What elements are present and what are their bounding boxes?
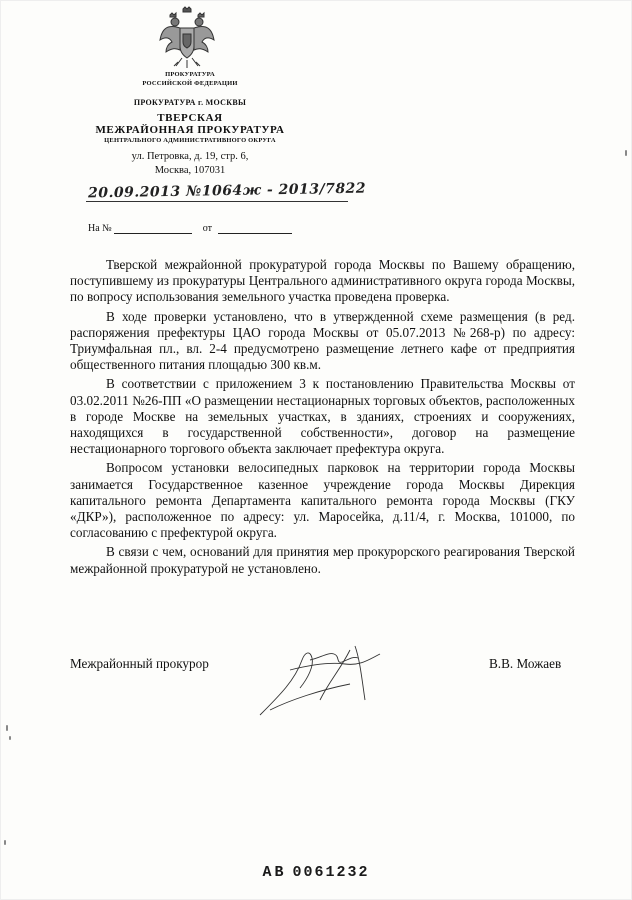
org-line1: ПРОКУРАТУРА	[165, 71, 215, 78]
na-label: На №	[88, 223, 112, 234]
signatory-title: Межрайонный прокурор	[70, 656, 209, 671]
serial-number: 0061232	[292, 864, 370, 881]
paragraph-1: Тверской межрайонной прокуратурой города Москвы по Вашему обращению, поступившему из прокуратуры Центрального административного округа города Москвы, по вопросу использования земельного участка проведена проверка.	[70, 257, 575, 305]
scan-speck	[9, 736, 11, 740]
signatory-name: В.В. Можаев	[489, 656, 562, 671]
double-headed-eagle-emblem	[158, 6, 216, 70]
na-blank	[114, 223, 192, 234]
reference-line	[88, 223, 292, 234]
dept-line1: ТВЕРСКАЯ	[157, 112, 223, 124]
org-line3: ПРОКУРАТУРА г. МОСКВЫ	[133, 98, 247, 107]
paragraph-2: В ходе проверки установлено, что в утвержденной схеме размещения (в ред. распоряжения префектуры ЦАО города Москвы от 05.07.2013 №268-р) по адресу: Триумфальная пл., вл. 2-4 предусмотрено размещение летнего кафе от предприятия общественного питания площадью 300 кв.м.	[70, 308, 575, 373]
paragraph-4: Вопросом установки велосипедных парковок на территории города Москвы занимается Государственное казенное учреждение города Москвы Дирекция капитального ремонта Департамента капитального ремонта города Москвы (ГКУ «ДКР»), расположенное по адресу: ул. Маросейка, д.11/4, г. Москва, 101000, по согласованию с префектурой округа.	[70, 460, 575, 541]
address-line1: ул. Петровка, д. 19, стр. 6,	[131, 151, 249, 162]
dept-line2: МЕЖРАЙОННАЯ ПРОКУРАТУРА	[95, 124, 285, 136]
ot-label: от	[202, 223, 212, 234]
address-line2: Москва, 107031	[154, 165, 226, 176]
handwritten-registration: 20.09.2013 №1064ж - 2013/7822	[87, 180, 367, 202]
letter-body	[70, 257, 575, 580]
dept-line3: ЦЕНТРАЛЬНОГО АДМИНИСТРАТИВНОГО ОКРУГА	[104, 137, 276, 144]
serial-prefix: АВ	[262, 864, 287, 881]
org-line2: РОССИЙСКОЙ ФЕДЕРАЦИИ	[142, 80, 238, 87]
scan-speck	[4, 840, 6, 845]
form-serial-number	[0, 864, 632, 881]
scan-speck	[6, 725, 8, 731]
scan-speck	[625, 150, 627, 156]
handwritten-signature	[250, 640, 400, 720]
ot-blank	[218, 223, 292, 234]
paragraph-3: В соответствии с приложением 3 к постановлению Правительства Москвы от 03.02.2011 №26-ПП «О размещении нестационарных торговых объектов, расположенных в городе Москве на земельных участках, в зданиях, строениях и сооружениях, находящихся в государственной собственности», договор на размещение нестационарного торгового объекта заключает префектура округа.	[70, 376, 575, 457]
paragraph-5: В связи с чем, оснований для принятия мер прокурорского реагирования Тверской межрайонной прокуратурой не установлено.	[70, 544, 575, 576]
registration-underline	[86, 201, 348, 202]
